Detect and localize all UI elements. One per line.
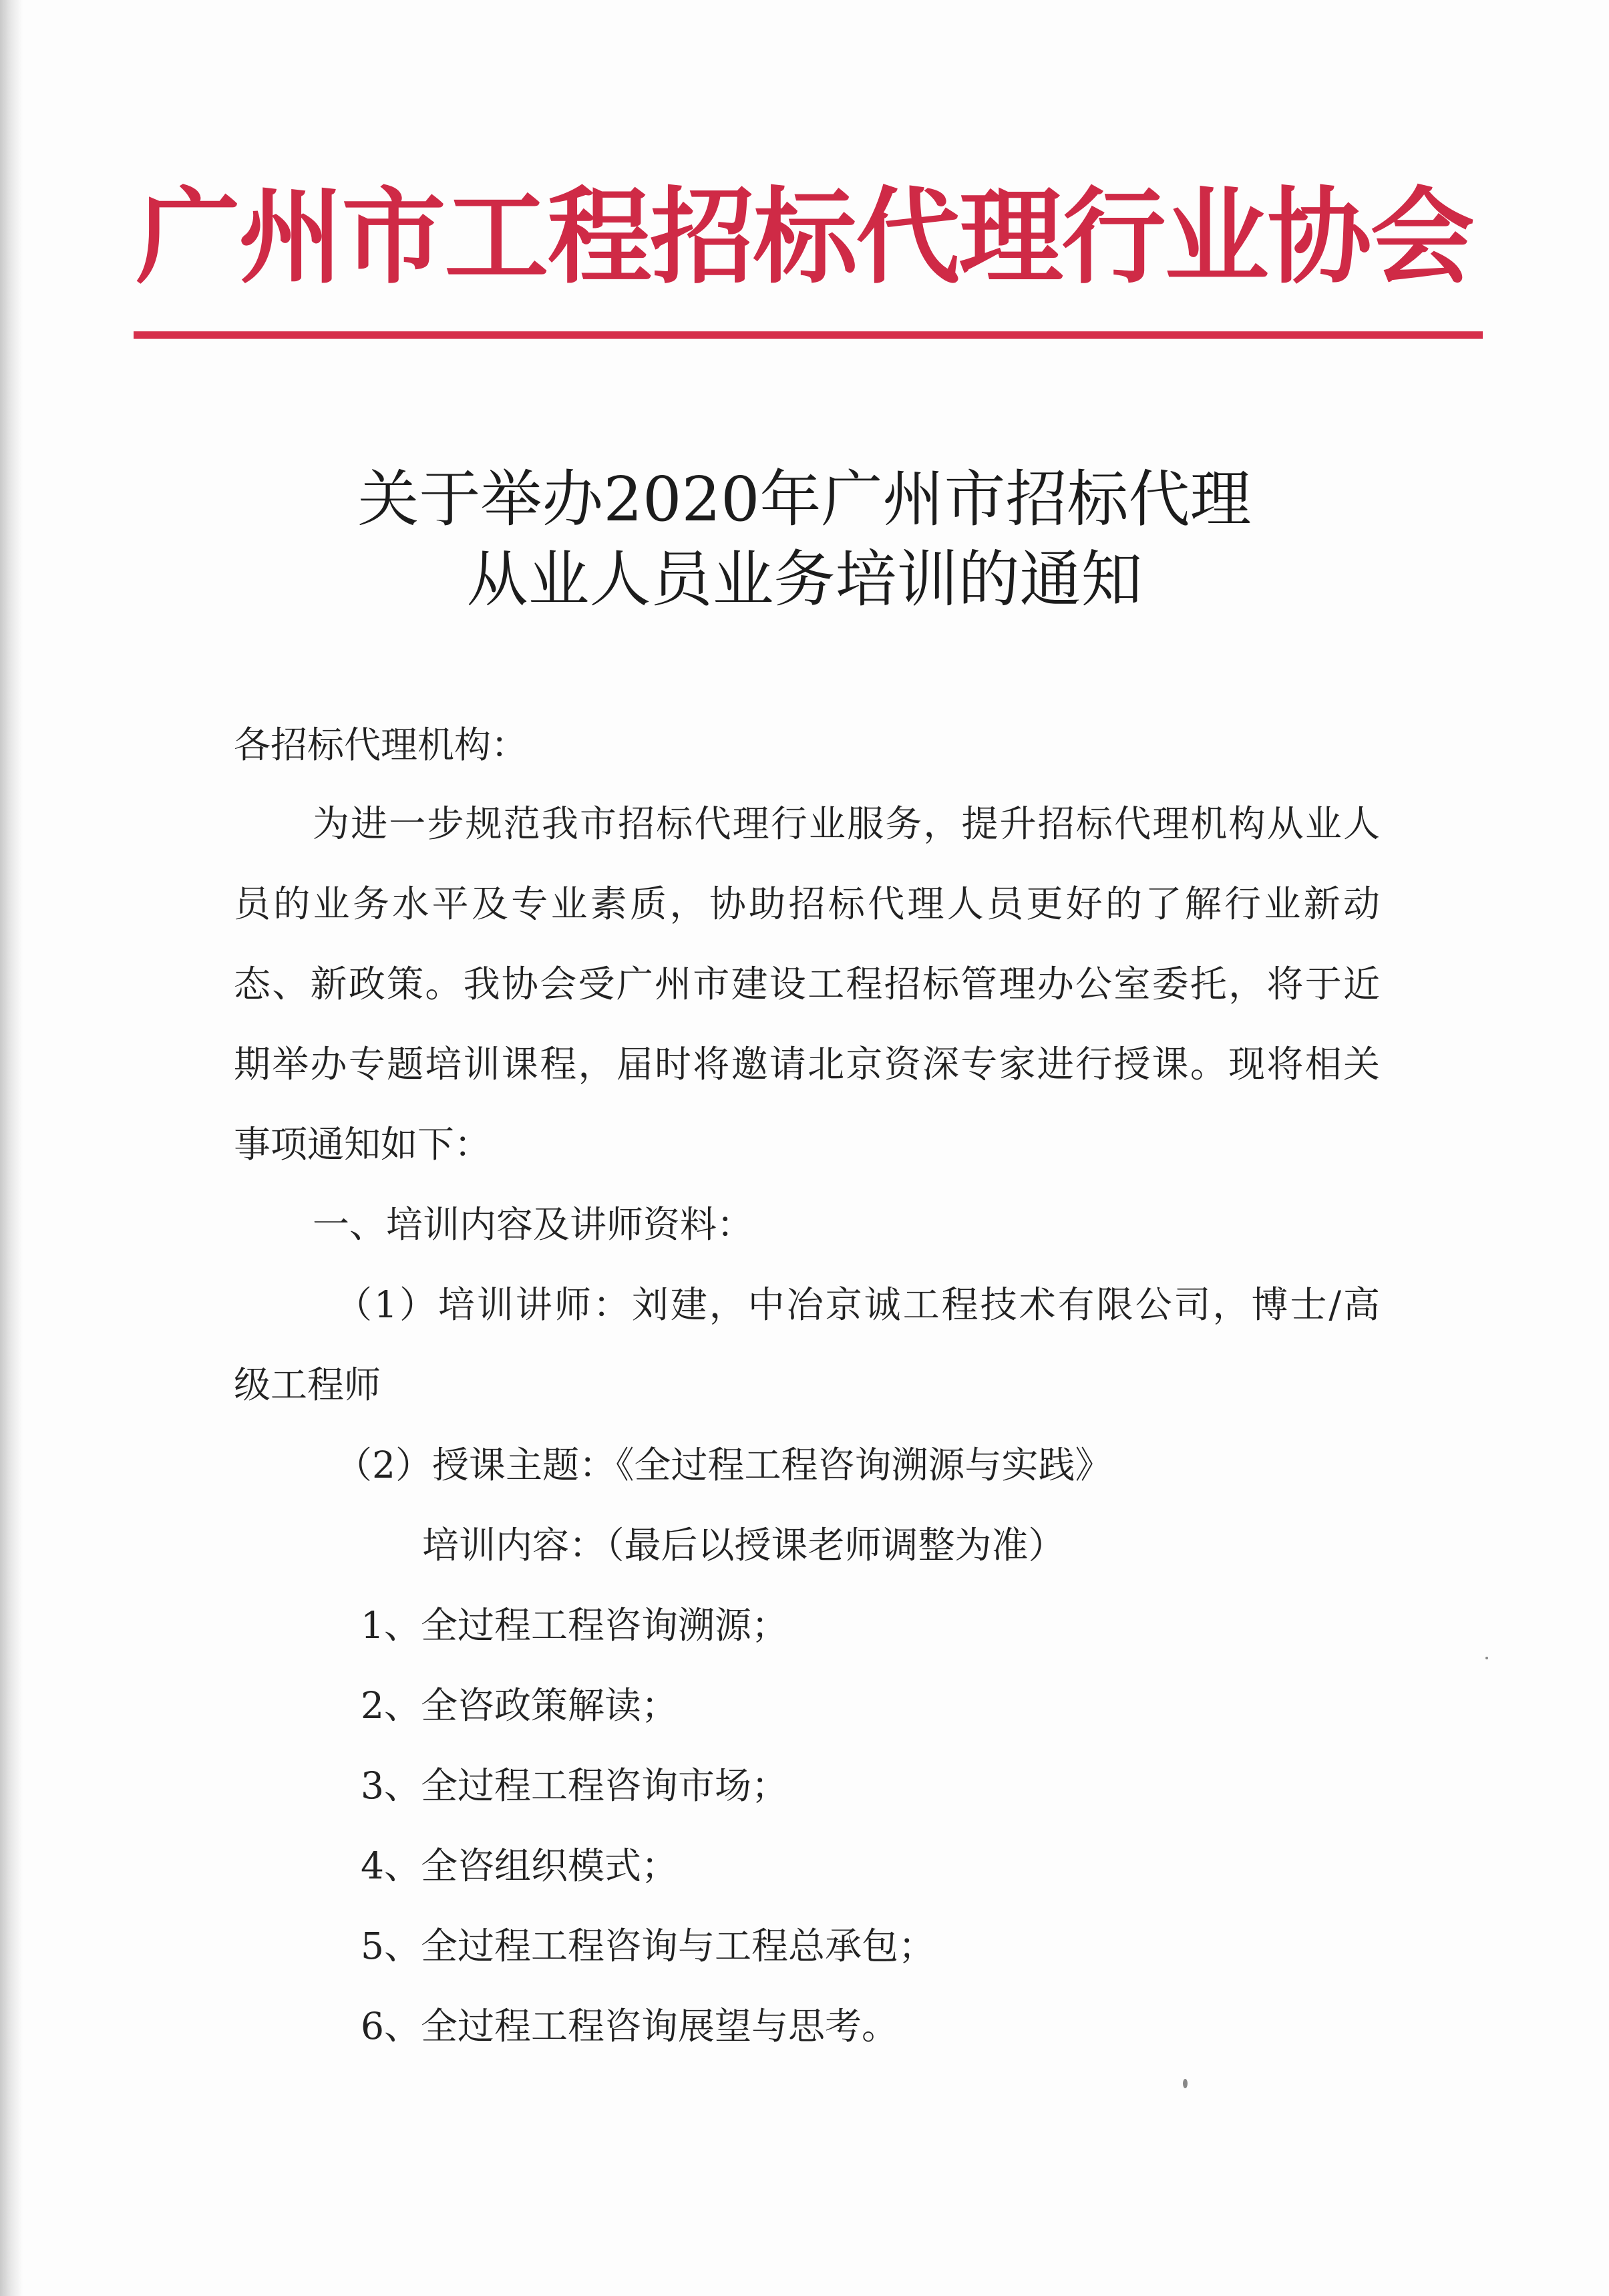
content-item-3: 3、全过程工程咨询市场； xyxy=(361,1764,788,1807)
content-item-6: 6、全过程工程咨询展望与思考。 xyxy=(361,2005,898,2047)
document-title-line-1: 关于举办2020年广州市招标代理 xyxy=(357,464,1252,535)
course-topic: （2）授课主题：《全过程工程咨询溯源与实践》 xyxy=(335,1444,1112,1486)
intro-paragraph-line-5: 事项通知如下： xyxy=(234,1123,492,1166)
document-title-line-2: 从业人员业务培训的通知 xyxy=(466,544,1143,615)
scan-edge-shadow xyxy=(0,0,23,2296)
scan-speck xyxy=(1183,2079,1188,2088)
intro-paragraph-line-3: 态、新政策。我协会受广州市建设工程招标管理办公室委托，将于近 xyxy=(234,963,1380,1005)
course-content-heading: 培训内容：（最后以授课老师调整为准） xyxy=(422,1524,1065,1567)
lecturer-line-1: （1）培训讲师：刘建，中冶京诚工程技术有限公司，博士/高 xyxy=(335,1283,1380,1326)
section-heading-1: 一、培训内容及讲师资料： xyxy=(313,1203,754,1246)
intro-paragraph-line-4: 期举办专题培训课程，届时将邀请北京资深专家进行授课。现将相关 xyxy=(234,1043,1380,1086)
content-item-4: 4、全咨组织模式； xyxy=(361,1844,678,1887)
content-item-5: 5、全过程工程咨询与工程总承包； xyxy=(361,1925,935,1967)
header-divider xyxy=(134,331,1483,339)
intro-paragraph-line-1: 为进一步规范我市招标代理行业服务，提升招标代理机构从业人 xyxy=(313,802,1380,845)
lecturer-line-2: 级工程师 xyxy=(234,1363,381,1406)
content-item-2: 2、全咨政策解读； xyxy=(361,1684,678,1727)
content-item-1: 1、全过程工程咨询溯源； xyxy=(361,1604,788,1647)
organization-header: 广州市工程招标代理行业协会 xyxy=(136,176,1473,298)
scan-speck xyxy=(1485,1657,1488,1659)
salutation: 各招标代理机构： xyxy=(234,723,528,766)
intro-paragraph-line-2: 员的业务水平及专业素质，协助招标代理人员更好的了解行业新动 xyxy=(234,882,1380,925)
